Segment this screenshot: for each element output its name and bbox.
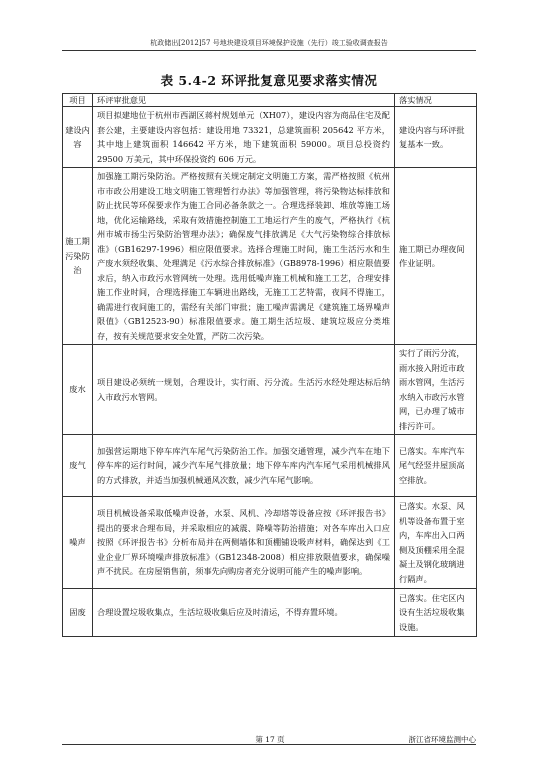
- page-number: 第 17 页: [255, 735, 285, 744]
- row-status: 已落实。车库汽车尾气经竖井屋顶高空排放。: [395, 435, 477, 497]
- footer-rule: [62, 744, 476, 745]
- row-item: 施工期污染防治: [63, 168, 93, 345]
- row-status: 已落实。住宅区内设有生活垃圾收集设施。: [395, 589, 477, 637]
- table-title: 表 5.4-2 环评批复意见要求落实情况: [160, 73, 378, 88]
- column-header-requirement: 环评审批意见: [93, 94, 395, 107]
- row-status: 施工期已办理夜间作业证明。: [395, 168, 477, 345]
- row-status: 实行了雨污分流，雨水接入附近市政雨水管网，生活污水纳入市政污水管网，已办理了城市排污许可。: [395, 345, 477, 435]
- row-status: 已落实。水泵、风机等设备布置于室内，车库出入口两侧及顶棚采用全混凝土及钢化玻璃进行隔声。: [395, 497, 477, 589]
- row-status: 建设内容与环评批复基本一致。: [395, 107, 477, 168]
- table-row: [63, 497, 477, 589]
- table-row: [63, 107, 477, 168]
- table-row: [63, 589, 477, 637]
- row-requirement: 项目建设必须统一规划，合理设计，实行雨、污分流。生活污水经处理达标后纳入市政污水管网。: [93, 345, 395, 435]
- footer-organization: 浙江省环境监测中心: [408, 735, 476, 744]
- column-header-status: 落实情况: [395, 94, 477, 107]
- table-row: [63, 345, 477, 435]
- table-header-row: [63, 94, 477, 107]
- table-row: [63, 168, 477, 345]
- requirements-table: [62, 93, 477, 637]
- row-requirement: 合理设置垃圾收集点，生活垃圾收集后应及时清运，不得弃置环境。: [93, 589, 395, 637]
- table-row: [63, 435, 477, 497]
- row-item: 建设内容: [63, 107, 93, 168]
- header-rule: [62, 50, 476, 51]
- row-requirement: 加强营运期地下停车库汽车尾气污染防治工作。加强交通管理，减少汽车在地下停车库的运行时间，减少汽车尾气排放量；地下停车库内汽车尾气采用机械排风的方式排放，并适当加强机械通风次数，减少汽车尾气影响。: [93, 435, 395, 497]
- column-header-item: 项目: [63, 94, 93, 107]
- row-item: 固废: [63, 589, 93, 637]
- page-header: 杭政储出[2012]57 号地块建设项目环境保护设施（先行）竣工验收调查报告: [150, 39, 388, 47]
- row-item: 废气: [63, 435, 93, 497]
- row-item: 废水: [63, 345, 93, 435]
- row-requirement: 加强施工期污染防治。严格按照有关规定制定文明施工方案，需严格按照《杭州市市政公用建设工地文明施工管理暂行办法》等加强管理，将污染物达标排放和防止扰民等环保要求作为施工合同必备条款之一。合理选择装卸、堆放等施工场地，优化运输路线，采取有效措施控制施工工地运行产生的废气，严格执行《杭州市城市扬尘污染防治管理办法》；确保废气排放满足《大气污染物综合排放标准》（GB16297-1996）相应限值要求。选择合理施工时间，施工生活污水和生产废水须经收集、处理满足《污水综合排放标准》（GB8978-1996）相应限值要求后，纳入市政污水管网统一处理。选用低噪声施工机械和施工工艺，合理安排施工作业时间，合理选择施工车辆进出路线，无施工工艺特需，夜间不得施工，确需进行夜间施工的，需经有关部门审批；施工噪声需满足《建筑施工场界噪声限值》（GB12523-90）标准限值要求。施工期生活垃圾、建筑垃圾应分类堆存，按有关规范要求安全处置，严防二次污染。: [93, 168, 395, 345]
- row-requirement: 项目拟建地位于杭州市西湖区蒋村规划单元（XH07），建设内容为商品住宅及配套公建，主要建设内容包括：建设用地 73321，总建筑面积 205642 平方米，其中地上建筑面积 146642 平方米，地下建筑面积 59000。项目总投资约 29500 万美元，其中环保投资约 606 万元。: [93, 107, 395, 168]
- row-item: 噪声: [63, 497, 93, 589]
- row-requirement: 项目机械设备采取低噪声设备，水泵、风机、冷却塔等设备应按《环评报告书》提出的要求合理布局，并采取相应的减震、降噪等防治措施；对各车库出入口应按照《环评报告书》分析布局并在两侧墙体和顶棚铺设吸声材料，确保达到《工业企业厂界环境噪声排放标准》（GB12348-2008）相应排放限值要求，确保噪声不扰民。在房屋销售前，须事先向购房者充分说明可能产生的噪声影响。: [93, 497, 395, 589]
